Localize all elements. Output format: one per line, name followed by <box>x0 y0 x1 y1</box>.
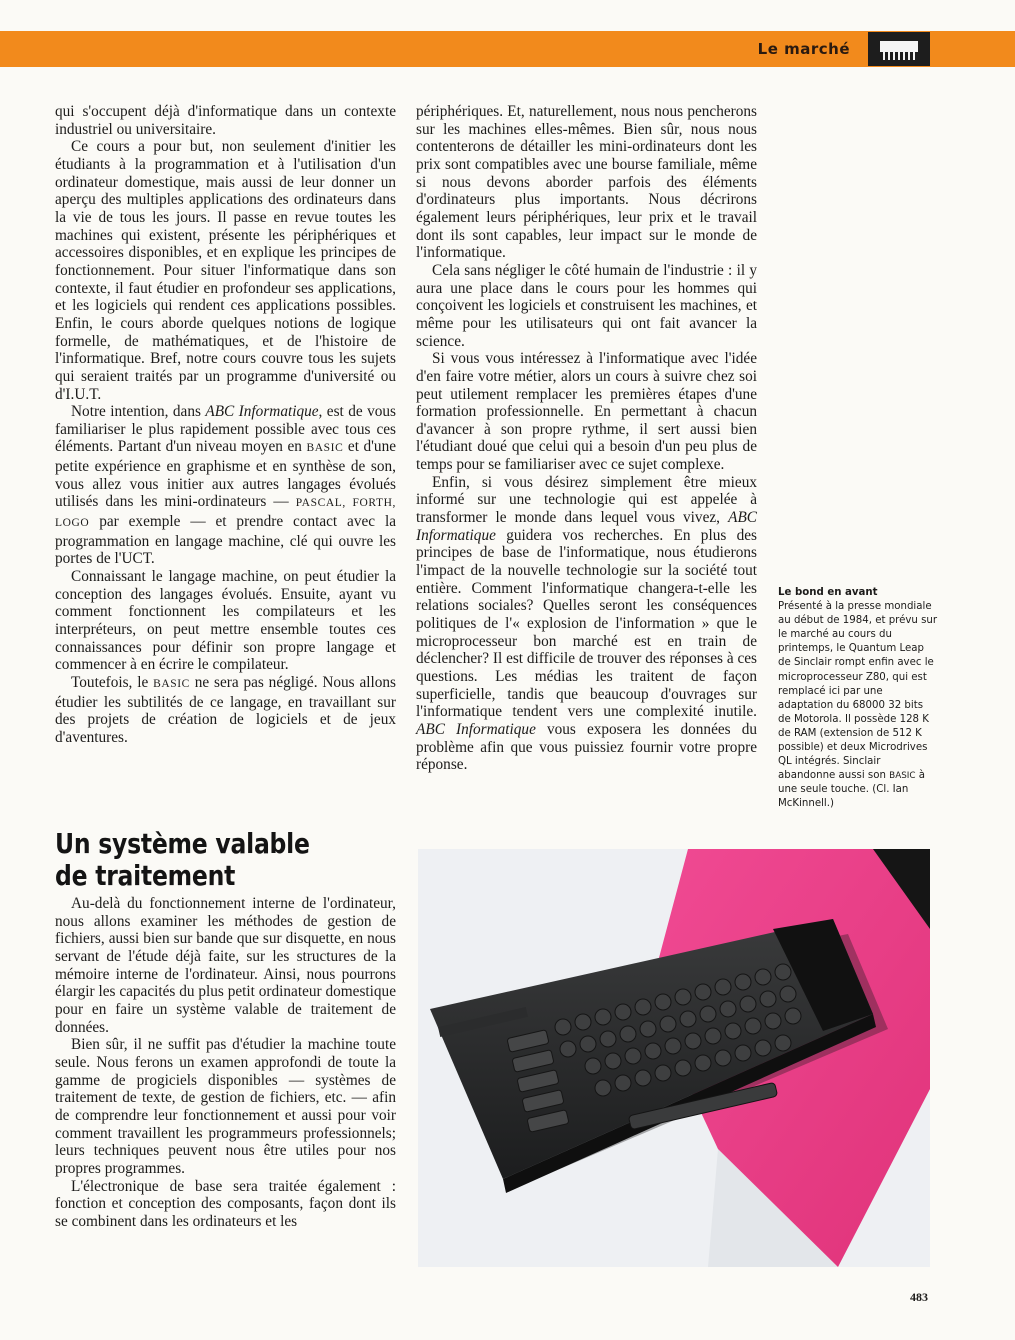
paragraph: qui s'occupent déjà d'informatique dans un contexte industriel ou universitaire. <box>55 103 396 138</box>
paragraph: L'électronique de base sera traitée également : fonction et conception des composants, façon dont ils se combinent dans les ordinateurs et les <box>55 1177 396 1230</box>
paragraph: Bien sûr, il ne suffit pas d'étudier la machine toute seule. Nous ferons un examen approfondi de toute la gamme de progiciels disponibles — systèmes de traitement de texte, de gestion de fichiers, etc. — afin de comprendre leur fonctionnement et aussi pour voir comment travaillent les programmeurs professionnels; leurs techniques peuvent nous être utiles pour nos propres programmes. <box>55 1036 396 1177</box>
header-band <box>0 31 1015 67</box>
paragraph: Cela sans négliger le côté humain de l'industrie : il y aura une place dans le cours pour les hommes qui conçoivent les logiciels et construisent les machines, et même pour les utilisateurs qui ont fait avancer la science. <box>416 261 757 350</box>
paragraph: Toutefois, le BASIC ne sera pas négligé. Nous allons étudier les subtilités de ce langage, en travaillant sur des projets de création de logiciels et de jeux d'aventures. <box>55 674 396 746</box>
section-heading: Un système valable de traitement <box>55 827 310 892</box>
article-column-3 <box>55 895 396 1230</box>
paragraph: Au-delà du fonctionnement interne de l'ordinateur, nous allons examiner les méthodes de gestion de fichiers, aussi bien sur bande que sur disquette, en nous servant de l'étude déjà faite, sur les structures de la mémoire interne de l'ordinateur. Ainsi, nous pourrons élargir les capacités du plus petit ordinateur domestique pour en faire un système valable de traitement de données. <box>55 895 396 1036</box>
page-number: 483 <box>910 1290 928 1304</box>
computer-chip-icon <box>868 32 930 66</box>
computer-photo <box>418 849 930 1267</box>
caption-text: Présenté à la presse mondiale au début de 1984, et prévu sur le marché au cours du printemps, le Quantum Leap de Sinclair rompt enfin avec le microprocesseur Z80, qui est remplacé ici par une adaptation du 68000 32 bits de Motorola. Il possède 128 K de RAM (extension de 512 K possible) et deux Microdrives QL intégrés. Sinclair abandonne aussi son BASIC à une seule touche. (Cl. Ian McKinnell.) <box>778 601 938 810</box>
caption-title: Le bond en avant <box>778 587 878 598</box>
article-column-1 <box>55 103 396 747</box>
paragraph: Enfin, si vous désirez simplement être mieux informé sur une technologie qui est appelée à transformer le monde dans lequel vous vivez, ABC Informatique guidera vos recherches. En plus des principes de base de l'informatique, nous étudierons l'impact de la nouvelle technologie sur la société tout entière. Comment l'informatique changera-t-elle les relations sociales? Quelles seront les conséquences politiques de l'« explosion de l'information » que le microprocesseur bon marché est en train de déclencher? Il est difficile de trouver des réponses à ces questions. Les médias les traitent de façon superficielle, tandis que beaucoup d'ouvrages sur l'informatique tendent vers une complexité inutile. ABC Informatique vous exposera les données du problème afin que vous puissiez fournir votre propre réponse. <box>416 473 757 774</box>
article-column-2 <box>416 103 757 774</box>
paragraph: Si vous vous intéressez à l'informatique avec l'idée d'en faire votre métier, alors un cours à suivre chez soi peut utilement remplacer les premières étapes d'une formation professionnelle. En permettant à chacun d'avancer à son propre rythme, il sert aussi bien l'étudiant doué que celui qui a besoin d'un peu plus de temps pour se familiariser avec ce sujet complexe. <box>416 350 757 474</box>
paragraph: Notre intention, dans ABC Informatique, est de vous familiariser le plus rapidement possible avec tous ces éléments. Partant d'un niveau moyen en BASIC et d'une petite expérience en graphisme et en synthèse de son, vous allez vous initier aux autres langages évolués utilisés dans les mini-ordinateurs — PASCAL, FORTH, LOGO par exemple — et prendre contact avec la programmation en langage machine, clé qui ouvre les portes de l'UCT. <box>55 403 397 568</box>
section-title: Le marché <box>757 40 850 58</box>
paragraph: périphériques. Et, naturellement, nous nous pencherons sur les machines elles-mêmes. Bien sûr, nous nous contenterons de détailler les mini-ordinateurs dont les prix sont compatibles avec une bourse familiale, même si nous devons aborder parfois des éléments d'ordinateurs plus importants. Nous décrirons également leurs périphériques, leur prix et le travail dont ils sont capables, leur impact sur le monde de l'informatique. <box>416 103 757 262</box>
photo-caption <box>778 586 938 812</box>
paragraph: Ce cours a pour but, non seulement d'initier les étudiants à la programmation et à l'utilisation d'un ordinateur domestique, mais aussi de leur donner un aperçu des multiples applications des ordinateurs dans la vie de tous les jours. Il passe en revue toutes les machines qui existent, présente les périphériques et accessoires disponibles, et en explique les principes de fonctionnement. Pour situer l'informatique dans son contexte, il faut étudier en profondeur ses applications, et les logiciels qui rendent ces applications possibles. Enfin, le cours aborde quelques notions de logique formelle, de mathématiques, et de l'histoire de l'informatique. Bref, notre cours couvre tous les sujets qui seraient traités par un programme d'université ou d'I.U.T. <box>55 138 396 403</box>
paragraph: Connaissant le langage machine, on peut étudier la conception des langages évolués. Ensuite, ayant vu comment fonctionnent les compilateurs et les interpréteurs, on peut mettre ensemble toutes ces connaissances pour définir son propre langage et commencer à en écrire le compilateur. <box>55 568 396 674</box>
